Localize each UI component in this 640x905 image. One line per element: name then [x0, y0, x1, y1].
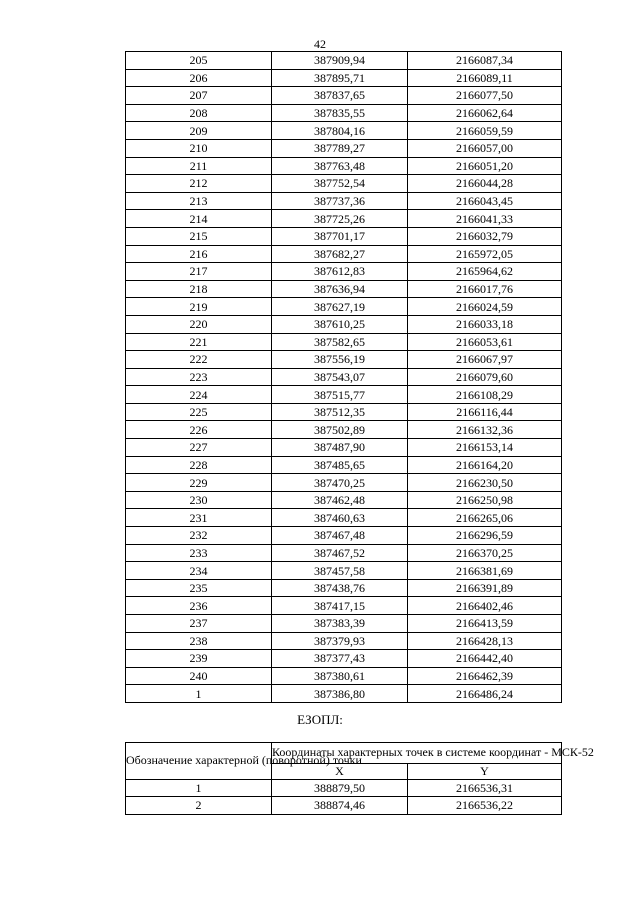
- table-row: [126, 527, 562, 545]
- y-coordinate-cell: 2166153,14: [408, 439, 562, 457]
- table-row: [126, 139, 562, 157]
- y-coordinate-cell: 2166059,59: [408, 122, 562, 140]
- x-coordinate-cell: 387636,94: [272, 280, 408, 298]
- y-coordinate-cell: 2166442,40: [408, 650, 562, 668]
- point-number-cell: 240: [126, 667, 272, 685]
- x-coordinate-cell: 387467,48: [272, 527, 408, 545]
- point-number-cell: 238: [126, 632, 272, 650]
- y-coordinate-cell: 2166077,50: [408, 87, 562, 105]
- x-coordinate-cell: 387682,27: [272, 245, 408, 263]
- y-coordinate-cell: 2166296,59: [408, 527, 562, 545]
- point-number-cell: 209: [126, 122, 272, 140]
- x-coordinate-cell: 387725,26: [272, 210, 408, 228]
- x-coordinate-cell: 387470,25: [272, 474, 408, 492]
- x-coordinate-cell: 387386,80: [272, 685, 408, 703]
- x-coordinate-cell: 387379,93: [272, 632, 408, 650]
- y-coordinate-cell: 2166062,64: [408, 104, 562, 122]
- point-number-cell: 213: [126, 192, 272, 210]
- y-coordinate-cell: 2166164,20: [408, 456, 562, 474]
- x-coordinate-cell: 387417,15: [272, 597, 408, 615]
- y-coordinate-cell: 2166370,25: [408, 544, 562, 562]
- point-number-cell: 233: [126, 544, 272, 562]
- table-row: [126, 280, 562, 298]
- y-coordinate-cell: 2166413,59: [408, 615, 562, 633]
- table-row: [126, 333, 562, 351]
- table-row: [126, 491, 562, 509]
- y-coordinate-cell: 2166089,11: [408, 69, 562, 87]
- x-coordinate-cell: 387380,61: [272, 667, 408, 685]
- point-number-cell: 221: [126, 333, 272, 351]
- y-coordinate-cell: 2166486,24: [408, 685, 562, 703]
- x-coordinate-cell: 388879,50: [272, 779, 408, 797]
- y-coordinate-cell: 2166051,20: [408, 157, 562, 175]
- table-row: [126, 175, 562, 193]
- x-coordinate-cell: 387752,54: [272, 175, 408, 193]
- x-coordinate-cell: 387556,19: [272, 351, 408, 369]
- point-number-cell: 215: [126, 227, 272, 245]
- point-number-cell: 226: [126, 421, 272, 439]
- x-coordinate-cell: 387485,65: [272, 456, 408, 474]
- point-number-cell: 224: [126, 386, 272, 404]
- x-coordinate-cell: 387909,94: [272, 52, 408, 70]
- x-coordinate-cell: 387467,52: [272, 544, 408, 562]
- table-row: [126, 403, 562, 421]
- table-row: [126, 192, 562, 210]
- point-number-cell: 236: [126, 597, 272, 615]
- table-row: [126, 474, 562, 492]
- coordinates-table: [125, 51, 562, 703]
- point-number-cell: 234: [126, 562, 272, 580]
- y-coordinate-cell: 2166041,33: [408, 210, 562, 228]
- point-number-cell: 208: [126, 104, 272, 122]
- y-coordinate-cell: 2166079,60: [408, 368, 562, 386]
- table-row: [126, 509, 562, 527]
- point-number-cell: 214: [126, 210, 272, 228]
- x-coordinate-cell: 387438,76: [272, 579, 408, 597]
- x-coordinate-cell: 387610,25: [272, 315, 408, 333]
- point-number-cell: 223: [126, 368, 272, 386]
- table-row: [126, 439, 562, 457]
- table-row: [126, 650, 562, 668]
- point-number-cell: 237: [126, 615, 272, 633]
- x-coordinate-cell: 387377,43: [272, 650, 408, 668]
- table-row: [126, 298, 562, 316]
- table-row: [126, 157, 562, 175]
- y-coordinate-cell: 2166132,36: [408, 421, 562, 439]
- point-number-cell: 229: [126, 474, 272, 492]
- x-coordinate-cell: 387582,65: [272, 333, 408, 351]
- point-number-cell: 222: [126, 351, 272, 369]
- point-number-cell: 227: [126, 439, 272, 457]
- x-coordinate-cell: 387543,07: [272, 368, 408, 386]
- coordinates-table-body: [126, 52, 562, 703]
- x-coordinate-cell: 387835,55: [272, 104, 408, 122]
- y-coordinate-cell: 2166391,89: [408, 579, 562, 597]
- table-row: [126, 104, 562, 122]
- table-row: [126, 315, 562, 333]
- x-coordinate-cell: 387487,90: [272, 439, 408, 457]
- y-coordinate-cell: 2166017,76: [408, 280, 562, 298]
- y-coordinate-cell: 2166024,59: [408, 298, 562, 316]
- point-number-cell: 235: [126, 579, 272, 597]
- x-coordinate-cell: 387789,27: [272, 139, 408, 157]
- table-row: [126, 386, 562, 404]
- table-row: [126, 227, 562, 245]
- point-number-cell: 1: [126, 779, 272, 797]
- table-row: [126, 52, 562, 70]
- point-number-cell: 210: [126, 139, 272, 157]
- y-coordinate-cell: 2165964,62: [408, 263, 562, 281]
- y-coordinate-cell: 2166116,44: [408, 403, 562, 421]
- header-x: X: [272, 763, 408, 779]
- table-row: [126, 632, 562, 650]
- point-number-cell: 2: [126, 797, 272, 815]
- point-number-cell: 218: [126, 280, 272, 298]
- x-coordinate-cell: 387462,48: [272, 491, 408, 509]
- header-coordinates: Координаты характерных точек в системе координат - МСК-52: [272, 743, 562, 764]
- x-coordinate-cell: 387837,65: [272, 87, 408, 105]
- x-coordinate-cell: 388874,46: [272, 797, 408, 815]
- y-coordinate-cell: 2166428,13: [408, 632, 562, 650]
- y-coordinate-cell: 2166044,28: [408, 175, 562, 193]
- y-coordinate-cell: 2166108,29: [408, 386, 562, 404]
- table-row: [126, 562, 562, 580]
- point-number-cell: 230: [126, 491, 272, 509]
- x-coordinate-cell: 387737,36: [272, 192, 408, 210]
- point-number-cell: 232: [126, 527, 272, 545]
- point-number-cell: 205: [126, 52, 272, 70]
- y-coordinate-cell: 2166462,39: [408, 667, 562, 685]
- point-number-cell: 212: [126, 175, 272, 193]
- y-coordinate-cell: 2166536,22: [408, 797, 562, 815]
- point-number-cell: 216: [126, 245, 272, 263]
- table-row: [126, 797, 562, 815]
- table-row: [126, 87, 562, 105]
- table-row: [126, 579, 562, 597]
- point-number-cell: 1: [126, 685, 272, 703]
- point-number-cell: 219: [126, 298, 272, 316]
- x-coordinate-cell: 387383,39: [272, 615, 408, 633]
- table-row: [126, 685, 562, 703]
- point-number-cell: 220: [126, 315, 272, 333]
- y-coordinate-cell: 2166053,61: [408, 333, 562, 351]
- page-number: 42: [314, 37, 326, 51]
- table-row: [126, 667, 562, 685]
- y-coordinate-cell: 2166250,98: [408, 491, 562, 509]
- x-coordinate-cell: 387895,71: [272, 69, 408, 87]
- ezopl-coordinates-table: [125, 742, 594, 815]
- y-coordinate-cell: 2166032,79: [408, 227, 562, 245]
- table-row: [126, 245, 562, 263]
- point-number-cell: 217: [126, 263, 272, 281]
- header-y: Y: [408, 763, 562, 779]
- y-coordinate-cell: 2166057,00: [408, 139, 562, 157]
- x-coordinate-cell: 387701,17: [272, 227, 408, 245]
- table-row: [126, 544, 562, 562]
- table-row: [126, 779, 562, 797]
- table-header-row: [126, 743, 562, 764]
- x-coordinate-cell: 387460,63: [272, 509, 408, 527]
- x-coordinate-cell: 387627,19: [272, 298, 408, 316]
- table-row: [126, 615, 562, 633]
- x-coordinate-cell: 387502,89: [272, 421, 408, 439]
- y-coordinate-cell: 2165972,05: [408, 245, 562, 263]
- table-row: [126, 597, 562, 615]
- point-number-cell: 231: [126, 509, 272, 527]
- x-coordinate-cell: 387763,48: [272, 157, 408, 175]
- y-coordinate-cell: 2166381,69: [408, 562, 562, 580]
- x-coordinate-cell: 387512,35: [272, 403, 408, 421]
- x-coordinate-cell: 387515,77: [272, 386, 408, 404]
- y-coordinate-cell: 2166265,06: [408, 509, 562, 527]
- table-row: [126, 122, 562, 140]
- point-number-cell: 228: [126, 456, 272, 474]
- table-row: [126, 69, 562, 87]
- table-row: [126, 210, 562, 228]
- point-number-cell: 239: [126, 650, 272, 668]
- section-title: ЕЗОПЛ:: [297, 712, 343, 727]
- point-number-cell: 207: [126, 87, 272, 105]
- y-coordinate-cell: 2166033,18: [408, 315, 562, 333]
- point-number-cell: 225: [126, 403, 272, 421]
- point-number-cell: 206: [126, 69, 272, 87]
- x-coordinate-cell: 387804,16: [272, 122, 408, 140]
- y-coordinate-cell: 2166230,50: [408, 474, 562, 492]
- table-row: [126, 368, 562, 386]
- table-row: [126, 351, 562, 369]
- header-point-designation: Обозначение характерной (поворотной) точки: [126, 743, 272, 780]
- y-coordinate-cell: 2166402,46: [408, 597, 562, 615]
- point-number-cell: 211: [126, 157, 272, 175]
- table-row: [126, 421, 562, 439]
- x-coordinate-cell: 387612,83: [272, 263, 408, 281]
- ezopl-table-body: [126, 779, 562, 814]
- x-coordinate-cell: 387457,58: [272, 562, 408, 580]
- y-coordinate-cell: 2166043,45: [408, 192, 562, 210]
- y-coordinate-cell: 2166087,34: [408, 52, 562, 70]
- table-row: [126, 456, 562, 474]
- y-coordinate-cell: 2166536,31: [408, 779, 562, 797]
- table-row: [126, 263, 562, 281]
- y-coordinate-cell: 2166067,97: [408, 351, 562, 369]
